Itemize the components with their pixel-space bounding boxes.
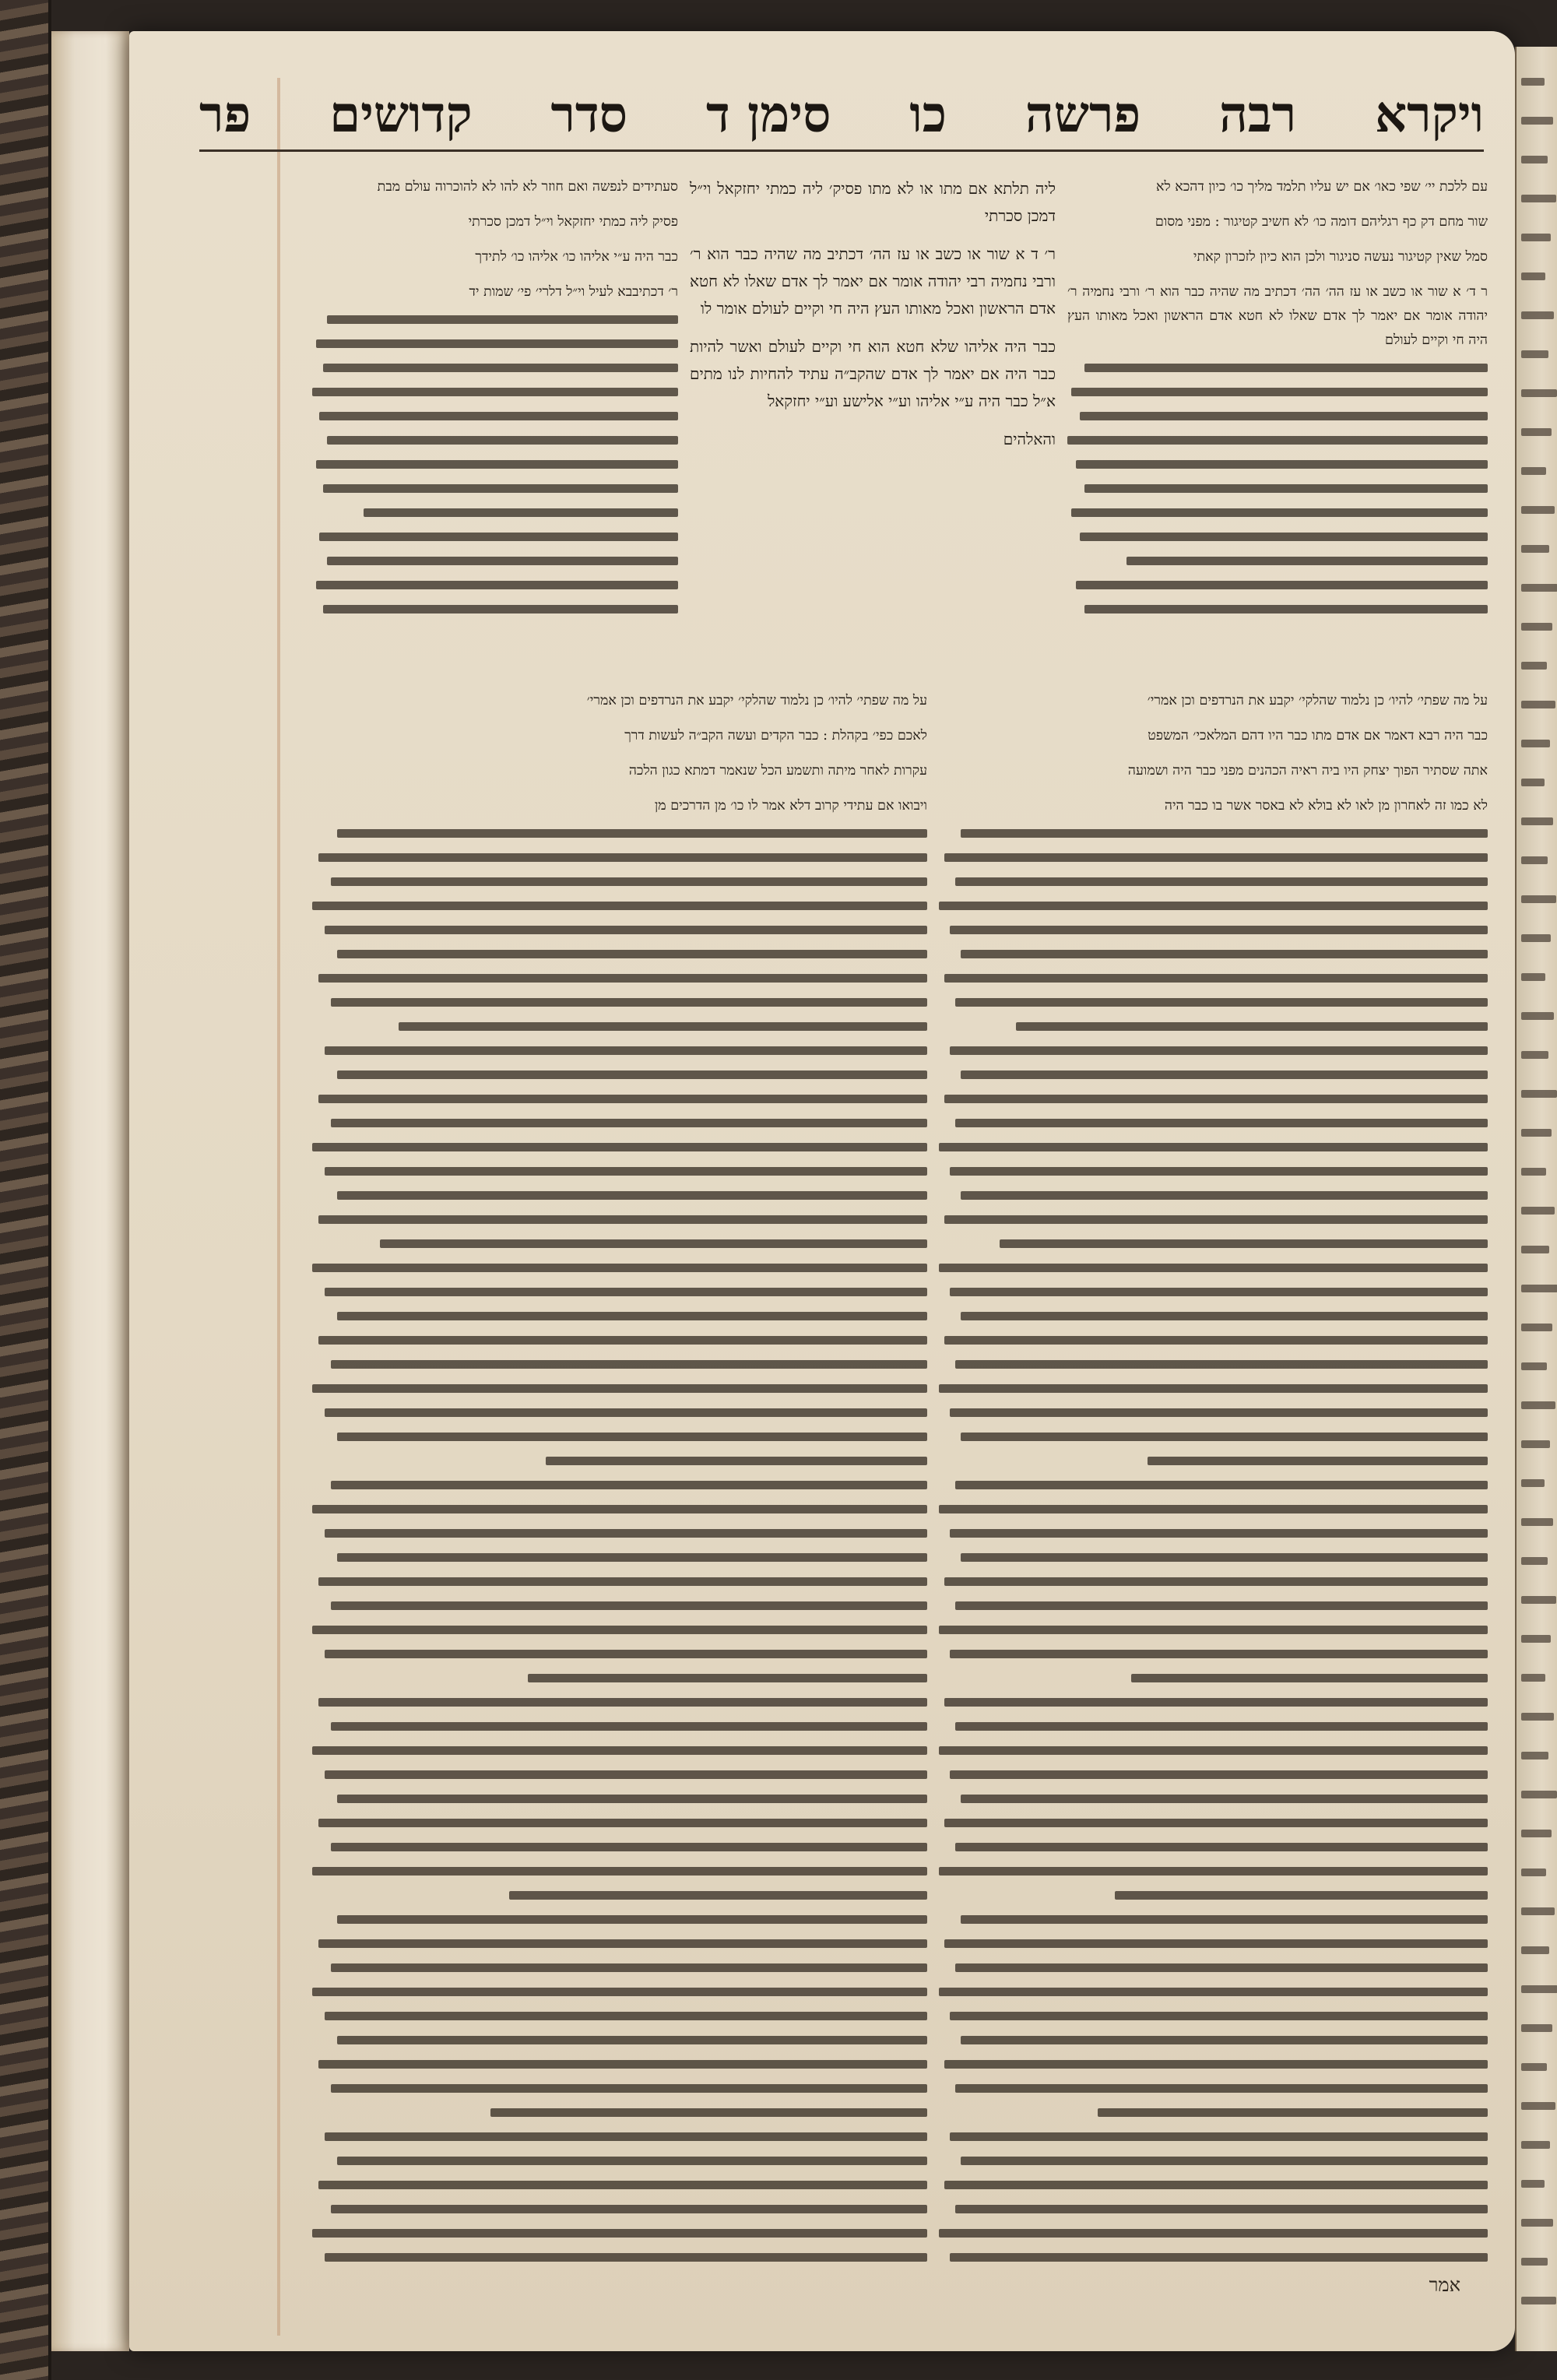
adjacent-page-line [1521, 350, 1548, 358]
printed-line [1071, 508, 1488, 517]
printed-line [955, 2205, 1488, 2213]
adjacent-page-line [1521, 934, 1551, 942]
printed-line [337, 1795, 927, 1803]
text-line: עם ללכת יי׳ שפי כאו׳ אם יש עליו תלמד מליך כו׳ כיון דהכא לא [1155, 179, 1488, 195]
printed-line [337, 1915, 927, 1924]
printed-line [1076, 460, 1488, 469]
page-gutter-edge [51, 31, 129, 2351]
header-word: כו [909, 85, 947, 144]
printed-line [337, 2036, 927, 2044]
text-line: פסיק ליה כמתי יחזקאל וי״ל דמכן סכרתי [468, 214, 678, 230]
adjacent-page-line [1521, 1051, 1548, 1059]
adjacent-page-line [1521, 117, 1553, 125]
printed-line [939, 2229, 1488, 2238]
printed-line [337, 1433, 927, 1441]
adjacent-page-line [1521, 701, 1555, 708]
adjacent-page-line [1521, 1868, 1546, 1876]
printed-line [331, 2084, 927, 2093]
printed-line [961, 2036, 1488, 2044]
adjacent-page-line [1521, 623, 1552, 631]
printed-line [331, 1601, 927, 1610]
printed-line [318, 2181, 927, 2189]
printed-line [939, 1626, 1488, 1634]
printed-line [1084, 484, 1488, 493]
printed-line [944, 1698, 1488, 1707]
printed-line [950, 2012, 1488, 2020]
printed-line [312, 388, 678, 396]
printed-line [319, 412, 678, 420]
printed-line [325, 1650, 927, 1658]
adjacent-page-line [1521, 78, 1545, 86]
printed-line [950, 2132, 1488, 2141]
adjacent-page-line [1521, 195, 1556, 202]
printed-line [325, 926, 927, 934]
text-line: שור מחם דק כף רגליהם דומה כו׳ לא חשיב קטיגור : מפני מסום [1155, 214, 1488, 230]
printed-line [509, 1891, 927, 1900]
printed-line [939, 1384, 1488, 1393]
printed-line [939, 1505, 1488, 1513]
printed-line [944, 1095, 1488, 1103]
printed-line [1148, 1457, 1488, 1465]
printed-line [955, 1360, 1488, 1369]
printed-line [312, 1143, 927, 1151]
main-text-column [690, 175, 1056, 611]
printed-line [318, 1819, 927, 1827]
printed-line [1076, 581, 1488, 589]
printed-line [325, 2132, 927, 2141]
text-line: כבר היה רבא דאמר אם אדם מתו כבר היו דהם המלאכי׳ המשפט [1148, 728, 1488, 744]
printed-line [950, 1650, 1488, 1658]
adjacent-page-line [1521, 1830, 1552, 1837]
printed-line [318, 1698, 927, 1707]
adjacent-page-line [1521, 1168, 1546, 1176]
adjacent-page-line [1521, 662, 1547, 670]
printed-line [327, 315, 678, 324]
printed-line [331, 877, 927, 886]
text-lines-filler [1067, 364, 1488, 658]
printed-line [955, 1963, 1488, 1972]
adjacent-page-line [1521, 1440, 1550, 1448]
printed-line [1080, 412, 1488, 420]
printed-line [1000, 1239, 1488, 1248]
printed-line [961, 1191, 1488, 1200]
printed-line [312, 902, 927, 910]
printed-line [961, 2157, 1488, 2165]
printed-line [399, 1022, 927, 1031]
printed-line [380, 1239, 927, 1248]
text-line: אתה שסתיר הפוך יצחק היו ביה ראיה הכהנים מפני כבר היה ושמועה [1127, 763, 1488, 779]
printed-line [318, 1095, 927, 1103]
adjacent-page-line [1521, 428, 1552, 436]
adjacent-page-line [1521, 545, 1549, 553]
printed-line [955, 1843, 1488, 1851]
adjacent-page-edge [1515, 47, 1557, 2351]
printed-line [546, 1457, 927, 1465]
printed-line [1084, 605, 1488, 613]
printed-line [955, 1722, 1488, 1731]
page-fold-mark [277, 78, 280, 2336]
printed-line [961, 1915, 1488, 1924]
printed-line [1131, 1674, 1488, 1682]
printed-line [490, 2108, 927, 2117]
adjacent-page-line [1521, 2024, 1552, 2032]
printed-line [327, 557, 678, 565]
text-line: עקרות לאחר מיתה ותשמע הכל שנאמר דמתא כגון הלכה [628, 763, 927, 779]
adjacent-page-line [1521, 2102, 1555, 2110]
printed-line [323, 484, 678, 493]
adjacent-page-line [1521, 1012, 1554, 1020]
printed-line [337, 1312, 927, 1320]
adjacent-page-line [1521, 973, 1545, 981]
printed-line [337, 1553, 927, 1562]
printed-line [1080, 533, 1488, 541]
printed-line [961, 1553, 1488, 1562]
adjacent-page-line [1521, 584, 1557, 592]
printed-line [950, 926, 1488, 934]
text-line: כבר היה ע״י אליהו כו׳ אליהו כו׳ לתידך [475, 249, 678, 265]
text-line: על מה שפתי׳ להיו׳ כן נלמוד שהלקי׳ יקבע את הנרדפים וכן אמרי׳ [1147, 693, 1488, 708]
printed-line [944, 1215, 1488, 1224]
adjacent-page-line [1521, 156, 1548, 163]
printed-line [319, 533, 678, 541]
adjacent-page-line [1521, 2063, 1547, 2071]
printed-line [950, 1770, 1488, 1779]
commentary-column-left [312, 175, 678, 658]
printed-line [364, 508, 678, 517]
printed-line [312, 1505, 927, 1513]
adjacent-page-line [1521, 467, 1546, 475]
header-word: רבה [1219, 85, 1297, 144]
adjacent-page-line [1521, 389, 1557, 397]
printed-line [337, 2157, 927, 2165]
text-line: והאלהים [1003, 430, 1056, 448]
printed-line [939, 1867, 1488, 1876]
header-word: סדר [550, 85, 628, 144]
printed-line [337, 1191, 927, 1200]
text-line: ליה תלתא אם מתו או לא מתו פסיק׳ ליה כמתי יחזקאל וי״ל דמכן סכרתי [690, 179, 1056, 225]
adjacent-page-line [1521, 1362, 1547, 1370]
adjacent-page-line [1521, 1246, 1549, 1253]
printed-line [950, 1167, 1488, 1176]
adjacent-page-line [1521, 1791, 1557, 1798]
printed-line [961, 1433, 1488, 1441]
commentary-column-right [1067, 175, 1488, 658]
adjacent-page-line [1521, 272, 1545, 280]
printed-line [331, 2205, 927, 2213]
printed-line [325, 1529, 927, 1538]
printed-line [955, 998, 1488, 1007]
adjacent-page-line [1521, 2180, 1545, 2188]
printed-line [1098, 2108, 1488, 2117]
adjacent-page-line [1521, 1752, 1548, 1760]
printed-line [944, 1577, 1488, 1586]
text-lines-filler [312, 315, 678, 658]
printed-line [955, 2084, 1488, 2093]
adjacent-page-line [1521, 1401, 1555, 1409]
adjacent-page-line [1521, 1518, 1553, 1526]
printed-line [323, 605, 678, 613]
printed-line [331, 1481, 927, 1489]
printed-line [312, 1746, 927, 1755]
printed-line [961, 829, 1488, 838]
text-line: לאכם כפי׳ בקהלת : כבר הקדים ועשה הקב״ה לעשות דרך [624, 728, 927, 744]
printed-line [944, 1939, 1488, 1948]
adjacent-page-line [1521, 506, 1555, 514]
printed-line [1016, 1022, 1488, 1031]
printed-line [944, 2060, 1488, 2069]
printed-line [318, 1577, 927, 1586]
adjacent-page-line [1521, 1479, 1545, 1487]
printed-line [961, 950, 1488, 958]
adjacent-page-line [1521, 1285, 1557, 1292]
text-line: סמל שאין קטיגור נעשה סניגור ולכן הוא כיון לזכרון קאתי [1193, 249, 1488, 265]
text-line: על מה שפתי׳ להיו׳ כן נלמוד שהלקי׳ יקבע את הנרדפים וכן אמרי׳ [586, 693, 927, 708]
printed-line [331, 1119, 927, 1127]
printed-line [327, 436, 678, 445]
text-lines-filler [312, 829, 927, 2308]
printed-line [325, 1770, 927, 1779]
printed-line [318, 2060, 927, 2069]
adjacent-page-line [1521, 1090, 1557, 1098]
printed-line [331, 1360, 927, 1369]
printed-line [325, 1408, 927, 1417]
adjacent-page-line [1521, 1129, 1552, 1137]
printed-line [1071, 388, 1488, 396]
printed-line [323, 364, 678, 372]
printed-line [944, 974, 1488, 983]
printed-line [325, 1288, 927, 1296]
text-line: ר ד׳ א שור או כשב או עז הה׳ הה׳ דכתיב מה שהיה כבר הוא ר׳ ורבי נחמיה ר׳ יהודה אומר אם יאמר לך אדם שאלו לא חטא אדם הראשון ואכל מאותו העץ היה חי וקיים לעולם [1067, 284, 1488, 348]
printed-line [955, 1481, 1488, 1489]
text-lines-filler [939, 829, 1488, 2308]
printed-line [950, 1288, 1488, 1296]
adjacent-page-line [1521, 2258, 1548, 2266]
printed-line [950, 1046, 1488, 1055]
printed-line [325, 1046, 927, 1055]
printed-line [955, 1601, 1488, 1610]
printed-line [325, 1167, 927, 1176]
printed-line [939, 1746, 1488, 1755]
printed-line [316, 460, 678, 469]
adjacent-page-line [1521, 2219, 1553, 2227]
printed-line [331, 1843, 927, 1851]
adjacent-page-line [1521, 856, 1548, 864]
printed-line [316, 339, 678, 348]
text-line: ויבואו אם עתידי קרוב דלא אמר לו כו׳ מן הדרכים מן [654, 798, 927, 814]
printed-line [950, 1529, 1488, 1538]
printed-line [331, 1963, 927, 1972]
printed-line [318, 1215, 927, 1224]
commentary-column-bottom-left [312, 689, 927, 2308]
printed-line [944, 2181, 1488, 2189]
text-line: לא כמו זה לאחרון מן לאו לא בולא לא באסר אשר בו כבר היה [1164, 798, 1488, 814]
text-line: סעתידים לנפשה ואם חוזר לא להו לא להוכרוה עולם מבת [377, 179, 678, 195]
text-line: כבר היה אליהו שלא חטא הוא חי וקיים לעולם ואשר להיות כבר היה אם יאמר לך אדם שהקב״ה עתיד להחיות לנו מתים א״ל כבר היה ע״י אליהו וע״י אלישע וע״י יחזקאל [690, 337, 1056, 410]
adjacent-page-line [1521, 779, 1545, 786]
printed-line [961, 1795, 1488, 1803]
adjacent-page-line [1521, 2297, 1556, 2304]
printed-line [944, 853, 1488, 862]
book-page [129, 31, 1515, 2351]
book-binding-edge [0, 0, 51, 2380]
adjacent-page-line [1521, 234, 1551, 241]
adjacent-page-line [1521, 1324, 1552, 1331]
printed-line [944, 1336, 1488, 1345]
text-line: ר׳ דכתיבבא לעיל וי״ל דלרי׳ פי׳ שמות יד [469, 284, 678, 300]
printed-line [961, 1070, 1488, 1079]
printed-line [955, 1119, 1488, 1127]
printed-line [337, 829, 927, 838]
printed-line [331, 998, 927, 1007]
running-header [199, 79, 1484, 152]
printed-line [325, 2253, 927, 2262]
printed-line [939, 1264, 1488, 1272]
printed-line [316, 581, 678, 589]
header-word: סימן ד [705, 85, 831, 144]
printed-line [950, 1408, 1488, 1417]
printed-line [337, 950, 927, 958]
printed-line [318, 1939, 927, 1948]
adjacent-page-line [1521, 1207, 1555, 1215]
printed-line [1084, 364, 1488, 372]
printed-line [331, 1722, 927, 1731]
printed-line [939, 1988, 1488, 1996]
adjacent-page-line [1521, 740, 1550, 747]
adjacent-page-line [1521, 817, 1553, 825]
header-word: קדושים [329, 85, 473, 144]
adjacent-page-line [1521, 1946, 1549, 1954]
adjacent-page-line [1521, 1674, 1545, 1682]
printed-line [318, 1336, 927, 1345]
adjacent-page-line [1521, 2141, 1550, 2149]
printed-line [955, 877, 1488, 886]
printed-line [528, 1674, 928, 1682]
printed-line [1115, 1891, 1488, 1900]
printed-line [312, 2229, 927, 2238]
printed-line [312, 1384, 927, 1393]
printed-line [312, 1988, 927, 1996]
printed-line [312, 1626, 927, 1634]
header-word: פר [199, 85, 251, 144]
printed-line [312, 1264, 927, 1272]
adjacent-page-line [1521, 1557, 1548, 1565]
printed-line [939, 1143, 1488, 1151]
printed-line [318, 853, 927, 862]
printed-line [950, 2253, 1488, 2262]
printed-line [939, 902, 1488, 910]
adjacent-page-line [1521, 1635, 1551, 1643]
printed-line [312, 1867, 927, 1876]
adjacent-page-line [1521, 1596, 1556, 1604]
adjacent-page-line [1521, 1907, 1555, 1915]
header-word: ויקרא [1375, 85, 1484, 144]
commentary-column-bottom-right [939, 689, 1488, 2308]
header-word: פרשה [1025, 85, 1141, 144]
printed-line [325, 2012, 927, 2020]
printed-line [1067, 436, 1488, 445]
text-line: ר׳ ד א שור או כשב או עז הה׳ דכתיב מה שהיה כבר הוא ר׳ ורבי נחמיה רבי יהודה אומר אם יאמר לך אדם שאלו לא חטא אדם הראשון ואכל מאותו העץ היה חי וקיים לעולם אומר לו [690, 244, 1056, 318]
adjacent-page-line [1521, 895, 1556, 903]
printed-line [1126, 557, 1488, 565]
adjacent-page-line [1521, 311, 1554, 319]
printed-line [944, 1819, 1488, 1827]
printed-line [337, 1070, 927, 1079]
printed-line [318, 974, 927, 983]
printed-line [961, 1312, 1488, 1320]
adjacent-page-line [1521, 1713, 1554, 1721]
adjacent-page-line [1521, 1985, 1557, 1993]
catchword: אמר [1429, 2274, 1460, 2296]
